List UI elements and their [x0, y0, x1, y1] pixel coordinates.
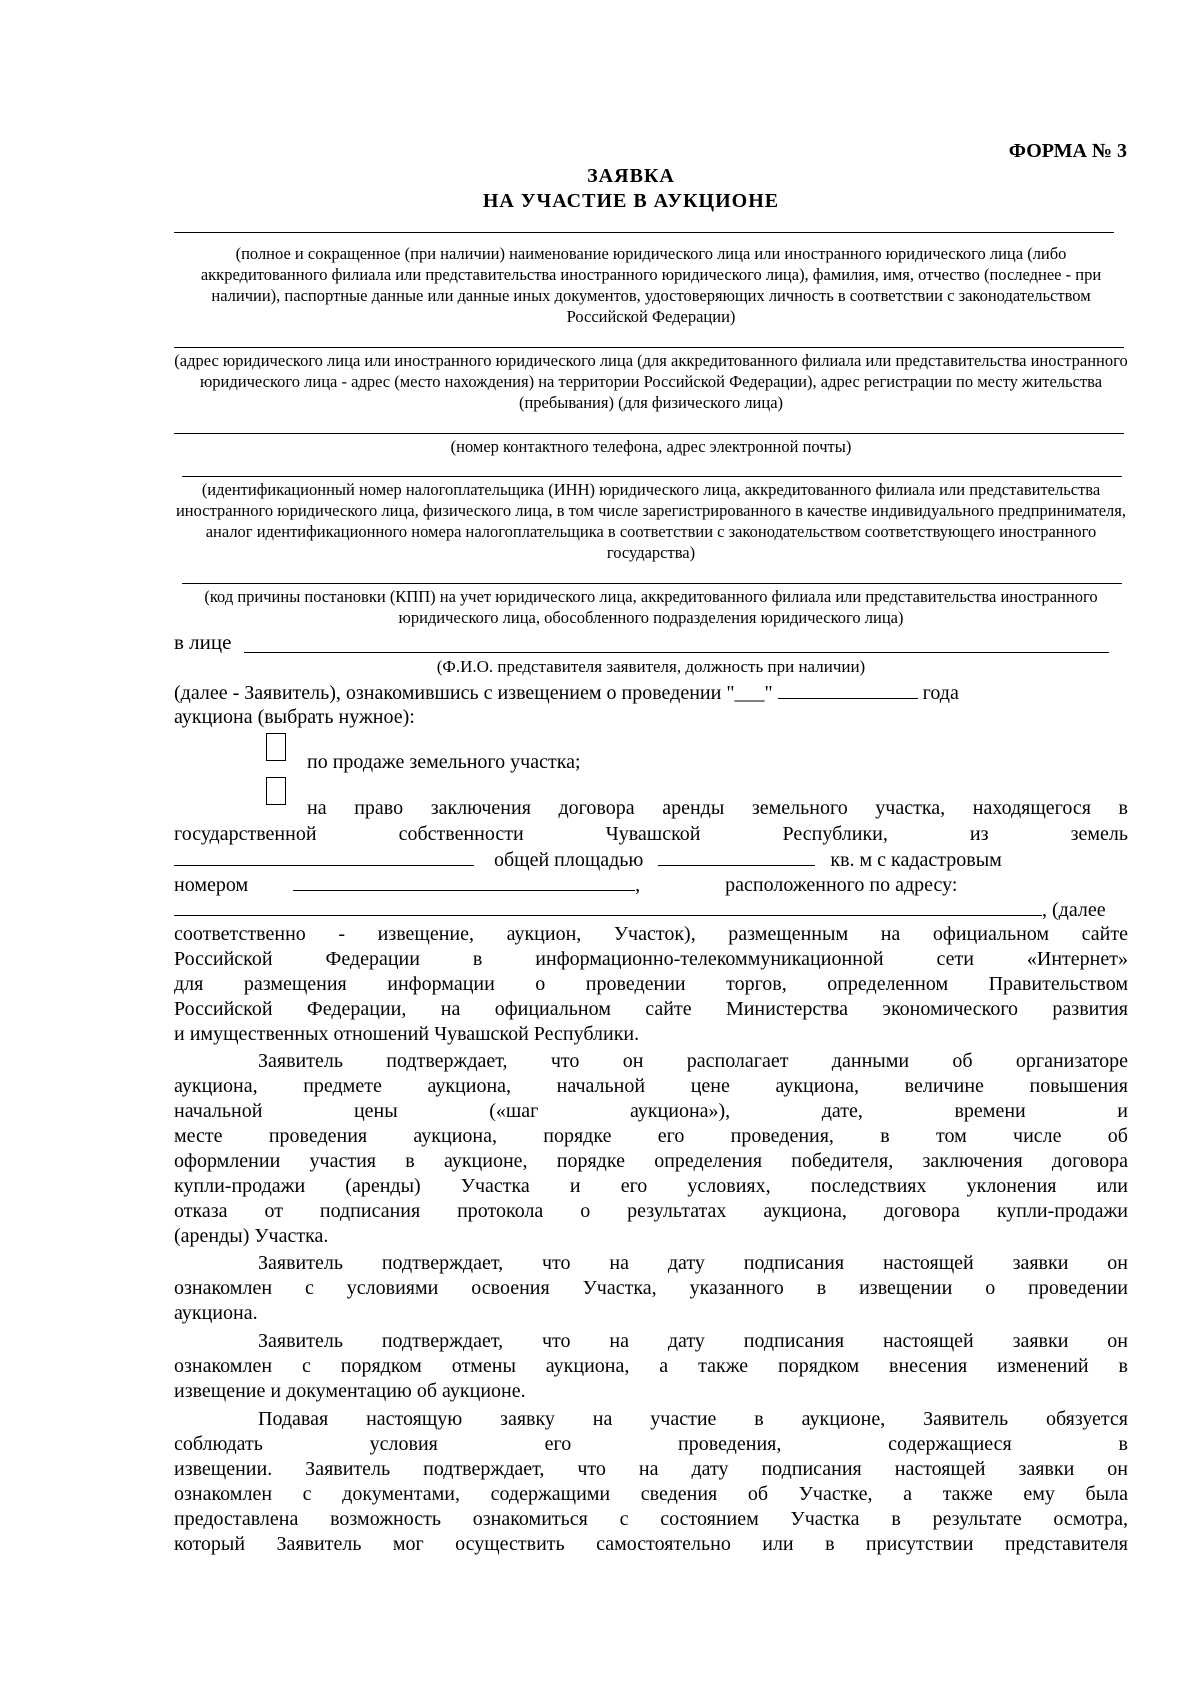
p3-line-2: ознакомлен с порядком отмены аукциона, а также порядком внесения изменений в [174, 1355, 1128, 1377]
p1-line-5: оформлении участия в аукционе, порядке определения победителя, заключения договора [174, 1150, 1128, 1172]
p4-line-2: соблюдать условия его проведения, содержащиеся в [174, 1433, 1128, 1455]
p3-line-3: извещение и документацию об аукционе. [174, 1380, 526, 1402]
body-line-5: соответственно - извещение, аукцион, Участок), размещенным на официальном сайте [174, 923, 1128, 945]
representative-field[interactable] [244, 652, 1109, 653]
p2-line-3: аукциона. [174, 1302, 258, 1324]
document-title: ЗАЯВКА [587, 165, 675, 187]
address-line [174, 897, 1128, 923]
p2-line-1: Заявитель подтверждает, что на дату подписания настоящей заявки он [258, 1252, 1128, 1274]
plot-address-field[interactable] [174, 897, 1042, 916]
area-label: общей площадью [494, 849, 644, 871]
p1-line-2: аукциона, предмете аукциона, начальной цене аукциона, величине повышения [174, 1075, 1128, 1097]
inn-caption: (идентификационный номер налогоплательщика (ИНН) юридического лица, аккредитованного филиала или представительства иностранного юридического лица, физического лица, в том числе зарегистрированного в качестве индивидуального предпринимателя, аналог идентификационного номера налогоплательщика в соответствии с законодательством соответствующего иностранного государства) [175, 480, 1127, 562]
document-subtitle: НА УЧАСТИЕ В АУКЦИОНЕ [482, 190, 780, 212]
p1-line-3: начальной цены («шаг аукциона»), дате, времени и [174, 1100, 1128, 1122]
contact-caption: (номер контактного телефона, адрес электронной почты) [450, 437, 852, 456]
sale-option-label: по продаже земельного участка; [307, 751, 581, 773]
area-line [174, 847, 1128, 873]
cadastral-number-field[interactable] [293, 872, 635, 891]
area-field[interactable] [658, 847, 815, 866]
address-suffix: , (далее [1042, 899, 1106, 921]
applicant-address-field[interactable] [174, 347, 1124, 348]
body-line-7: для размещения информации о проведении торгов, определенном Правительством [174, 973, 1128, 995]
intro-line-2: аукциона (выбрать нужное): [174, 706, 415, 728]
kpp-field[interactable] [182, 583, 1122, 584]
intro-quote: " [764, 682, 773, 704]
p1-line-1: Заявитель подтверждает, что он располагает данными об организаторе [258, 1050, 1128, 1072]
applicant-name-field[interactable] [174, 232, 1114, 233]
form-number: ФОРМА № 3 [1008, 140, 1127, 162]
land-category-line: государственной собственности Чувашской Республики, из земель [174, 823, 1128, 845]
p1-line-6: купли-продажи (аренды) Участка и его условиях, последствиях уклонения или [174, 1175, 1128, 1197]
intro-year: года [922, 682, 959, 704]
cadastral-label: номером [174, 874, 249, 896]
address-label: расположенного по адресу: [725, 874, 958, 896]
intro-day[interactable]: ___ [734, 682, 765, 704]
inn-field[interactable] [182, 476, 1122, 477]
p2-line-2: ознакомлен с условиями освоения Участка, указанного в извещении о проведении [174, 1277, 1128, 1299]
contact-field[interactable] [174, 433, 1124, 434]
intro-line [174, 680, 1128, 706]
sale-option-checkbox[interactable] [266, 733, 286, 761]
body-line-8: Российской Федерации, на официальном сайте Министерства экономического развития [174, 998, 1128, 1020]
p3-line-1: Заявитель подтверждает, что на дату подписания настоящей заявки он [258, 1330, 1128, 1352]
representative-caption: (Ф.И.О. представителя заявителя, должность при наличии) [436, 657, 866, 676]
p1-line-4: месте проведения аукциона, порядке его проведения, в том числе об [174, 1125, 1128, 1147]
p1-line-7: отказа от подписания протокола о результатах аукциона, договора купли-продажи [174, 1200, 1128, 1222]
p4-line-1: Подавая настоящую заявку на участие в аукционе, Заявитель обязуется [258, 1408, 1128, 1430]
intro-text: (далее - Заявитель), ознакомившись с извещением о проведении " [174, 682, 735, 704]
body-line-9: и имущественных отношений Чувашской Республики. [174, 1023, 640, 1045]
p4-line-3: извещении. Заявитель подтверждает, что на дату подписания настоящей заявки он [174, 1458, 1128, 1480]
body-line-6: Российской Федерации в информационно-телекоммуникационной сети «Интернет» [174, 948, 1128, 970]
p1-line-8: (аренды) Участка. [174, 1225, 329, 1247]
area-unit-label: кв. м с кадастровым [830, 849, 1002, 871]
lease-option-checkbox[interactable] [266, 777, 286, 805]
applicant-address-caption: (адрес юридического лица или иностранного юридического лица (для аккредитованного филиала или представительства иностранного юридического лица - адрес (место нахождения) на территории Российской Федерации), адрес регистрации по месту жительства (пребывания) (для физического лица) [174, 351, 1128, 412]
in-person-label: в лице [174, 630, 232, 654]
p4-line-4: ознакомлен с документами, содержащими сведения об Участке, а также ему была [174, 1483, 1128, 1505]
applicant-name-caption: (полное и сокращенное (при наличии) наименование юридического лица или иностранного юридического лица (либо аккредитованного филиала или представительства иностранного юридического лица), фамилия, имя, отчество (последнее - при наличии), паспортные данные или данные иных документов, удостоверяющих личность в соответствии с законодательством Российской Федерации) [200, 244, 1102, 326]
cadastral-comma: , [635, 874, 641, 896]
p4-line-5: предоставлена возможность ознакомиться с состоянием Участка в результате осмотра, [174, 1508, 1128, 1530]
kpp-caption: (код причины постановки (КПП) на учет юридического лица, аккредитованного филиала или представительства иностранного юридического лица, обособленного подразделения юридического лица) [204, 587, 1098, 627]
cadastral-line [174, 872, 1128, 898]
lease-option-label: на право заключения договора аренды земельного участка, находящегося в [307, 797, 1128, 819]
p4-line-6: который Заявитель мог осуществить самостоятельно или в присутствии представителя [174, 1533, 1128, 1555]
land-category-field[interactable] [174, 847, 474, 866]
date-month-field[interactable] [778, 680, 918, 699]
